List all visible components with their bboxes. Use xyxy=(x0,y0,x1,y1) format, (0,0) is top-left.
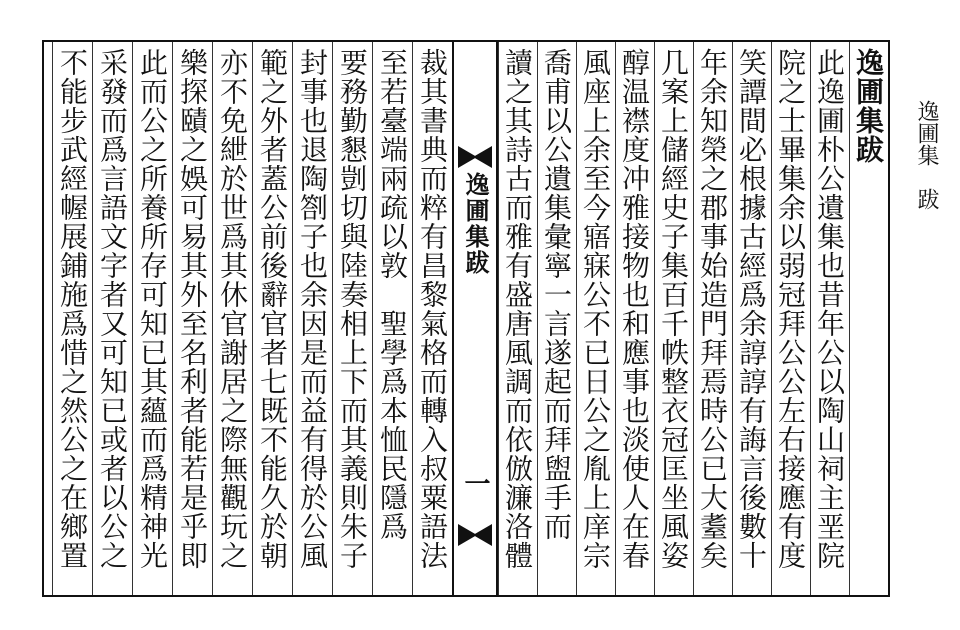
text-column: 喬甫以公遺集彙寧一言遂起而拜盥手而 xyxy=(537,42,576,595)
text-column: 亦不免紲於世爲其休官謝居之際無觀玩之 xyxy=(212,42,252,595)
text-column: 年余知榮之郡事始造門拜焉時公已大耋矣 xyxy=(693,42,732,595)
text-column: 裁其書典而粹有昌黎氣格而轉入叔粟語法 xyxy=(412,42,452,595)
left-page-text xyxy=(44,42,452,595)
right-page-text xyxy=(498,42,888,595)
text-column-title: 逸圃集跋 xyxy=(849,42,888,595)
text-column: 不能步武經幄展鋪施爲惜之然公之在鄉置 xyxy=(52,42,92,595)
text-column: 樂探賾之娛可易其外至名利者能若是乎即 xyxy=(172,42,212,595)
text-column: 要務勤懇剴切與陸奏相上下而其義則朱子 xyxy=(332,42,372,595)
text-column: 讀之其詩古而雅有盛唐風調而依倣濂洛體 xyxy=(498,42,537,595)
text-column: 封事也退陶劄子也余因是而益有得於公風 xyxy=(292,42,332,595)
text-column: 醇温襟度冲雅接物也和應事也淡使人在春 xyxy=(615,42,654,595)
fold-title: 逸圃集跋 xyxy=(461,172,490,276)
text-column: 風座上余至今寤寐公不已日公之胤上庠宗 xyxy=(576,42,615,595)
page-number: 一 xyxy=(460,470,490,496)
text-column: 此而公之所養所存可知已其蘊而爲精神光 xyxy=(132,42,172,595)
fish-tail-ornament-bottom-icon xyxy=(458,524,492,546)
text-column: 範之外者蓋公前後辭官者七既不能久於朝 xyxy=(252,42,292,595)
text-column: 几案上儲經史子集百千帙整衣冠匡坐風姿 xyxy=(654,42,693,595)
margin-running-title: 逸圃集 跋 xyxy=(914,100,939,210)
text-column: 院之士畢集余以弱冠拜公公左右接應有度 xyxy=(771,42,810,595)
fish-tail-ornament-top-icon xyxy=(458,146,492,168)
text-column: 至若臺端兩疏以敦 聖學爲本恤民隱爲 xyxy=(372,42,412,595)
text-column: 笑譚間必根據古經爲余諄諄有誨言後數十 xyxy=(732,42,771,595)
text-column: 采發而爲言語文字者又可知已或者以公之 xyxy=(92,42,132,595)
text-column: 此逸圃朴公遺集也昔年公以陶山祠主垩院 xyxy=(810,42,849,595)
center-fold xyxy=(452,40,498,597)
